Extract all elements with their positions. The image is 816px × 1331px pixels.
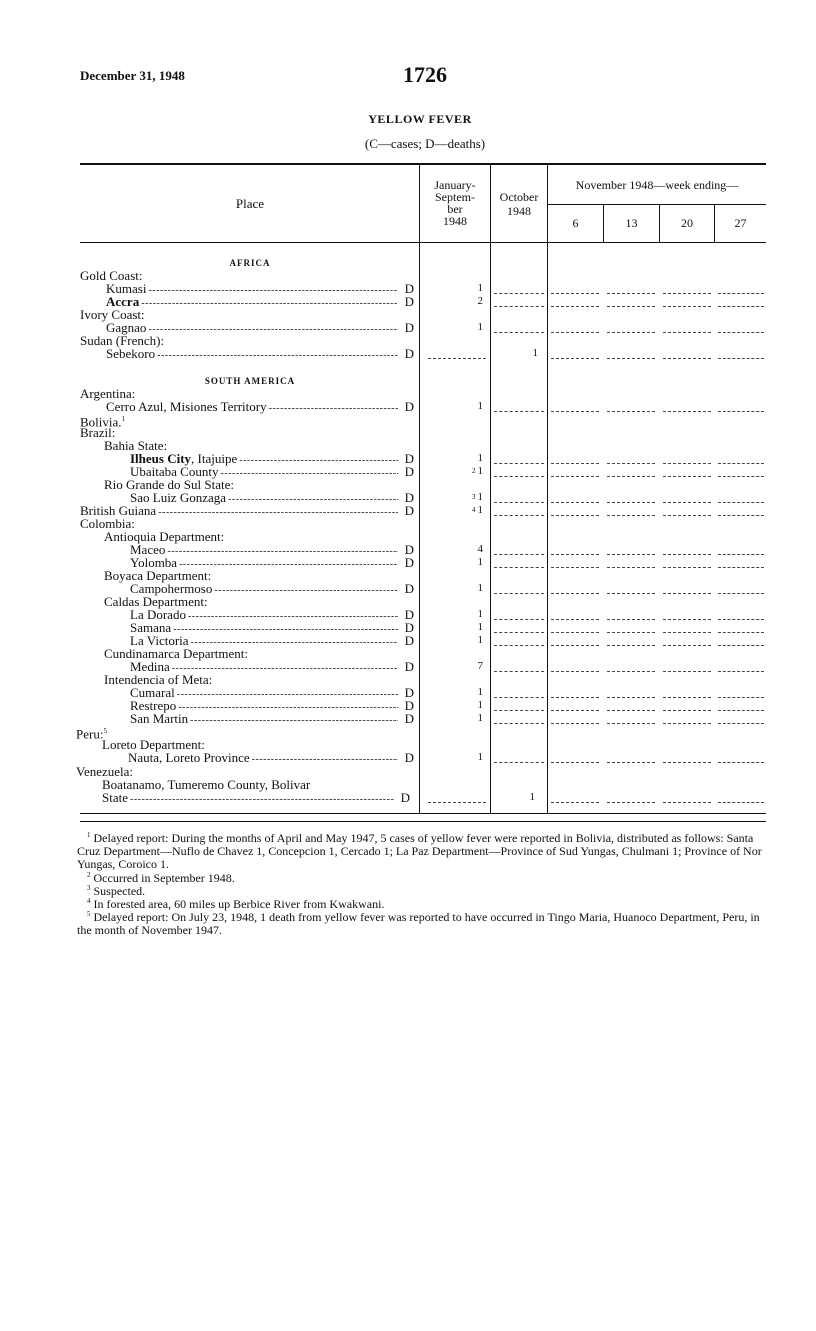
place-name: Ubaitaba County — [130, 464, 219, 479]
empty-cell-dash — [663, 645, 711, 646]
section-africa: AFRICA — [229, 258, 271, 268]
empty-cell-dash — [551, 645, 599, 646]
place-name: Sebekoro — [106, 346, 156, 361]
value-accra-jansep: 2 — [477, 295, 483, 307]
empty-cell-dash — [663, 802, 711, 803]
place-name: Campohermoso — [130, 581, 213, 596]
empty-cell-dash — [494, 411, 544, 412]
empty-cell-dash — [718, 463, 764, 464]
empty-cell-dash — [607, 567, 655, 568]
empty-cell-dash — [551, 293, 599, 294]
dept-antioquia: Antioquia Department: — [104, 529, 225, 544]
boatanamo-line1: Boatanamo, Tumeremo County, Bolivar — [102, 777, 311, 792]
empty-cell-dash — [551, 554, 599, 555]
type-code: D — [404, 320, 414, 335]
state-bahia: Bahia State: — [104, 438, 168, 453]
place-name-bold: Ilheus City — [130, 451, 192, 466]
type-code: D — [404, 281, 414, 296]
empty-cell-dash — [663, 411, 711, 412]
type-code: D — [404, 542, 414, 557]
empty-cell-dash — [663, 476, 711, 477]
value-number: 1 — [477, 491, 483, 503]
empty-cell-dash — [551, 306, 599, 307]
empty-cell-dash — [494, 306, 544, 307]
empty-cell-dash — [607, 697, 655, 698]
empty-cell-dash — [718, 802, 764, 803]
empty-cell-dash — [607, 632, 655, 633]
empty-cell-dash — [607, 671, 655, 672]
empty-cell-dash — [551, 358, 599, 359]
empty-cell-dash — [494, 476, 544, 477]
value-gagnao-jansep: 1 — [477, 321, 483, 333]
country-brazil: Brazil: — [80, 425, 116, 440]
empty-cell-dash — [551, 710, 599, 711]
empty-cell-dash — [494, 554, 544, 555]
place-name: British Guiana — [80, 503, 157, 518]
type-code: D — [404, 607, 414, 622]
country-ivory-coast: Ivory Coast: — [80, 307, 145, 322]
type-code: D — [404, 451, 414, 466]
value-cerro-azul-jansep: 1 — [477, 400, 483, 412]
empty-cell-dash — [663, 554, 711, 555]
empty-cell-dash — [718, 411, 764, 412]
empty-cell-dash — [718, 710, 764, 711]
value-sebekoro-october: 1 — [532, 347, 538, 359]
type-code: D — [400, 790, 410, 805]
empty-cell-dash — [663, 762, 711, 763]
empty-cell-dash — [718, 476, 764, 477]
empty-cell-dash — [607, 358, 655, 359]
value-maceo-jansep: 4 — [477, 543, 483, 555]
value-boatanamo-october: 1 — [529, 791, 535, 803]
empty-cell-dash — [551, 567, 599, 568]
empty-cell-dash — [551, 619, 599, 620]
place-name: San Martin — [130, 711, 189, 726]
empty-cell-dash — [494, 645, 544, 646]
value-number: 1 — [477, 504, 483, 516]
empty-cell-dash — [551, 802, 599, 803]
footnote-mark: 3 — [87, 884, 91, 892]
value-kumasi-jansep: 1 — [477, 282, 483, 294]
place-name: Gagnao — [106, 320, 147, 335]
empty-cell-dash — [663, 710, 711, 711]
type-code: D — [404, 294, 414, 309]
place-name: Samana — [130, 620, 172, 635]
empty-cell-dash — [607, 554, 655, 555]
empty-cell-dash — [607, 645, 655, 646]
empty-cell-dash — [663, 593, 711, 594]
empty-cell-dash — [607, 515, 655, 516]
empty-cell-dash — [428, 358, 486, 359]
value-cumaral-jansep: 1 — [477, 686, 483, 698]
header-october-1: October — [499, 190, 539, 204]
empty-cell-dash — [718, 293, 764, 294]
header-bottom-rule — [80, 242, 766, 243]
empty-cell-dash — [718, 306, 764, 307]
row-nauta — [128, 751, 414, 766]
empty-cell-dash — [718, 632, 764, 633]
type-code: D — [404, 399, 414, 414]
footnote-mark: 1 — [87, 831, 91, 839]
empty-cell-dash — [551, 593, 599, 594]
empty-cell-dash — [551, 671, 599, 672]
value-ubaitaba-jansep — [453, 465, 483, 478]
empty-cell-dash — [494, 671, 544, 672]
empty-cell-dash — [718, 554, 764, 555]
empty-cell-dash — [663, 567, 711, 568]
value-yolomba-jansep: 1 — [477, 556, 483, 568]
empty-cell-dash — [663, 671, 711, 672]
empty-cell-dash — [494, 515, 544, 516]
empty-cell-dash — [607, 593, 655, 594]
empty-cell-dash — [663, 723, 711, 724]
value-british-guiana-jansep — [453, 504, 483, 517]
value-campohermoso-jansep: 1 — [477, 582, 483, 594]
header-jansep-1: January- — [434, 178, 476, 192]
empty-cell-dash — [551, 723, 599, 724]
empty-cell-dash — [551, 632, 599, 633]
place-name: Yolomba — [130, 555, 178, 570]
empty-cell-dash — [663, 515, 711, 516]
empty-cell-dash — [551, 502, 599, 503]
header-jansep-3: ber — [447, 202, 463, 216]
type-code: D — [404, 581, 414, 596]
header-october-2: 1948 — [507, 204, 531, 218]
empty-cell-dash — [494, 332, 544, 333]
header-week-13: 13 — [625, 216, 638, 230]
type-code: D — [404, 490, 414, 505]
section-south-america: SOUTH AMERICA — [204, 376, 296, 386]
page-number: 1726 — [403, 62, 447, 87]
place-name-rest: , Itajuipe — [191, 451, 238, 466]
empty-cell-dash — [494, 502, 544, 503]
header-place: Place — [235, 196, 265, 211]
country-venezuela: Venezuela: — [76, 764, 134, 779]
empty-cell-dash — [494, 710, 544, 711]
place-name: Accra — [106, 294, 140, 309]
dept-cundinamarca: Cundinamarca Department: — [104, 646, 249, 661]
country-sudan: Sudan (French): — [80, 333, 165, 348]
value-nauta-jansep: 1 — [477, 751, 483, 763]
place-name: State — [102, 790, 128, 805]
empty-cell-dash — [663, 306, 711, 307]
empty-cell-dash — [718, 645, 764, 646]
empty-cell-dash — [607, 306, 655, 307]
empty-cell-dash — [607, 619, 655, 620]
empty-cell-dash — [607, 293, 655, 294]
empty-cell-dash — [718, 762, 764, 763]
empty-cell-dash — [718, 697, 764, 698]
empty-cell-dash — [607, 762, 655, 763]
empty-cell-dash — [718, 358, 764, 359]
place-name: Medina — [130, 659, 170, 674]
type-code: D — [404, 503, 414, 518]
empty-cell-dash — [663, 293, 711, 294]
empty-cell-dash — [494, 697, 544, 698]
empty-cell-dash — [718, 502, 764, 503]
place-name: La Dorado — [130, 607, 186, 622]
dept-meta: Intendencia of Meta: — [104, 672, 213, 687]
dept-loreto: Loreto Department: — [102, 737, 205, 752]
place-name: Nauta, Loreto Province — [128, 750, 250, 765]
empty-cell-dash — [663, 463, 711, 464]
empty-cell-dash — [494, 567, 544, 568]
footnote-text: Occurred in September 1948. — [93, 871, 235, 885]
value-samana-jansep: 1 — [477, 621, 483, 633]
empty-cell-dash — [494, 632, 544, 633]
empty-cell-dash — [607, 332, 655, 333]
empty-cell-dash — [551, 463, 599, 464]
value-san-martin-jansep: 1 — [477, 712, 483, 724]
value-la-dorado-jansep: 1 — [477, 608, 483, 620]
footnote-marker: 2 — [472, 467, 476, 475]
empty-cell-dash — [718, 567, 764, 568]
table-subtitle: (C—cases; D—deaths) — [364, 136, 486, 151]
type-code: D — [404, 711, 414, 726]
col-divider-jansep — [490, 164, 491, 813]
footnote-5 — [77, 908, 767, 937]
place-name: Cumaral — [130, 685, 175, 700]
empty-cell-dash — [607, 502, 655, 503]
table-bottom-rule — [80, 813, 766, 814]
empty-cell-dash — [663, 619, 711, 620]
empty-cell-dash — [718, 593, 764, 594]
row-san-martin — [130, 712, 414, 727]
type-code: D — [404, 750, 414, 765]
type-code: D — [404, 464, 414, 479]
empty-cell-dash — [718, 619, 764, 620]
state-rio-grande: Rio Grande do Sul State: — [104, 477, 234, 492]
empty-cell-dash — [494, 723, 544, 724]
empty-cell-dash — [718, 671, 764, 672]
empty-cell-dash — [607, 802, 655, 803]
empty-cell-dash — [663, 632, 711, 633]
empty-cell-dash — [663, 697, 711, 698]
table-top-rule — [80, 163, 766, 165]
bolivia-label: Bolivia. — [80, 414, 122, 430]
row-cerro-azul — [106, 400, 414, 415]
header-jansep-2: Septem- — [435, 190, 475, 204]
col-divider-october — [547, 164, 548, 813]
page-date: December 31, 1948 — [80, 68, 185, 83]
empty-cell-dash — [718, 723, 764, 724]
footnote-text: Delayed report: On July 23, 1948, 1 death from yellow fever was reported to have occurred in Tingo Maria, Huanoco Department, Peru, in the month of November 1947. — [77, 910, 760, 937]
header-week-27: 27 — [734, 216, 747, 230]
empty-cell-dash — [607, 723, 655, 724]
header-week-20: 20 — [681, 216, 693, 230]
footnote-text: Suspected. — [93, 884, 146, 898]
empty-cell-dash — [663, 332, 711, 333]
empty-cell-dash — [494, 293, 544, 294]
row-sebekoro — [106, 347, 414, 362]
footnote-marker: 1 — [121, 415, 126, 423]
footnote-marker: 4 — [472, 506, 476, 514]
empty-cell-dash — [551, 332, 599, 333]
footnote-marker: 5 — [103, 727, 107, 735]
empty-cell-dash — [428, 802, 486, 803]
empty-cell-dash — [607, 411, 655, 412]
peru-label: Peru: — [76, 726, 104, 742]
country-colombia: Colombia: — [80, 516, 135, 531]
empty-cell-dash — [494, 463, 544, 464]
empty-cell-dash — [663, 502, 711, 503]
type-code: D — [404, 698, 414, 713]
empty-cell-dash — [718, 332, 764, 333]
type-code: D — [404, 685, 414, 700]
empty-cell-dash — [607, 710, 655, 711]
value-number: 1 — [477, 465, 483, 477]
empty-cell-dash — [494, 619, 544, 620]
header-november: November 1948—week ending— — [575, 178, 739, 192]
footnote-mark: 4 — [87, 897, 91, 905]
november-subheader-rule — [547, 204, 766, 205]
footnote-rule — [80, 821, 766, 822]
place-name: Maceo — [130, 542, 166, 557]
value-sao-luiz-jansep — [453, 491, 483, 504]
empty-cell-dash — [551, 411, 599, 412]
empty-cell-dash — [494, 593, 544, 594]
dept-caldas: Caldas Department: — [104, 594, 208, 609]
country-argentina: Argentina: — [80, 386, 136, 401]
type-code: D — [404, 555, 414, 570]
type-code: D — [404, 659, 414, 674]
empty-cell-dash — [551, 515, 599, 516]
value-ilheus-jansep: 1 — [477, 452, 483, 464]
place-name: Cerro Azul, Misiones Territory — [106, 399, 267, 414]
empty-cell-dash — [551, 476, 599, 477]
footnote-mark: 2 — [87, 871, 91, 879]
place-name: Kumasi — [106, 281, 147, 296]
type-code: D — [404, 620, 414, 635]
value-medina-jansep: 7 — [477, 660, 483, 672]
footnote-text: In forested area, 60 miles up Berbice River from Kwakwani. — [93, 897, 385, 911]
empty-cell-dash — [607, 476, 655, 477]
type-code: D — [404, 346, 414, 361]
place-name: Sao Luiz Gonzaga — [130, 490, 227, 505]
header-week-6: 6 — [572, 216, 579, 230]
footnote-mark: 5 — [87, 910, 91, 918]
empty-cell-dash — [663, 358, 711, 359]
country-gold-coast: Gold Coast: — [80, 268, 143, 283]
empty-cell-dash — [551, 762, 599, 763]
place-name: La Victoria — [130, 633, 189, 648]
value-restrepo-jansep: 1 — [477, 699, 483, 711]
place-name: Restrepo — [130, 698, 177, 713]
header-jansep-4: 1948 — [443, 214, 467, 228]
empty-cell-dash — [551, 697, 599, 698]
empty-cell-dash — [494, 762, 544, 763]
table-title: YELLOW FEVER — [368, 112, 472, 126]
value-la-victoria-jansep: 1 — [477, 634, 483, 646]
empty-cell-dash — [607, 463, 655, 464]
row-accra — [106, 295, 414, 310]
empty-cell-dash — [718, 515, 764, 516]
footnote-1 — [77, 829, 767, 871]
row-boatanamo — [102, 791, 410, 806]
type-code: D — [404, 633, 414, 648]
footnote-text: Delayed report: During the months of April and May 1947, 5 cases of yellow fever were reported in Bolivia, distributed as follows: Santa Cruz Department—Nuflo de Chavez 1, Concepcion 1, Cercado 1; La Paz Department—Province of Sud Yungas, Chulmani 1; Province of Nor Yungas, Coroico 1. — [77, 831, 762, 871]
dept-boyaca: Boyaca Department: — [104, 568, 212, 583]
footnote-marker: 3 — [472, 493, 476, 501]
